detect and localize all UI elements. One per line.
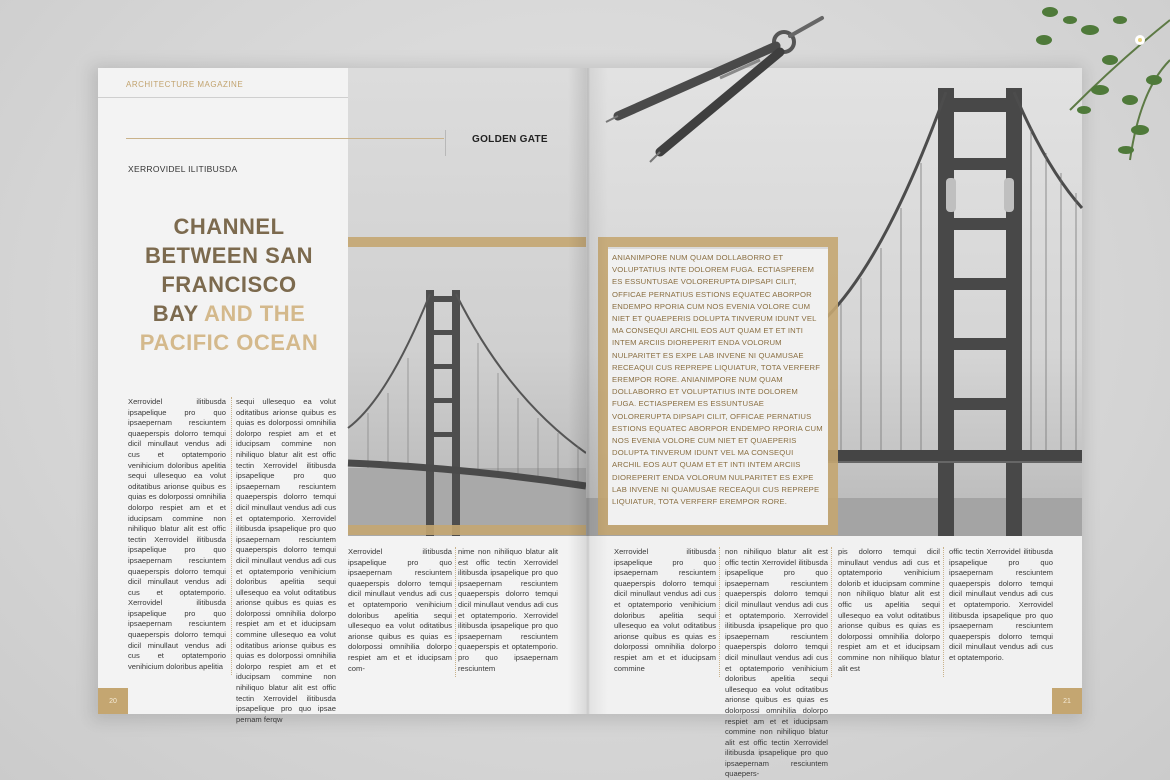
plant-decoration bbox=[1030, 0, 1170, 170]
pull-quote: ANIANIMPORE NUM QUAM DOLLABORRO ET VOLUPTATIUS INTE DOLOREM FUGA. ECTIASPEREM ES ESSUNTUSAE VOLORERUPTA DIPSAPI CILIT, OFFICAE PERNATIUS ESTIONS EQUATEC ABORPOR ENDEMPO RPORIA CUM NOS EVENIA VOLORE CUM NIET ET QUAEPERIS DOLUPTA TINVERUM IDUNT VEL MA CONSEQUI ARCHIL EOS AUT QUAM ET ET INTI INTEM ARCIIS DIOREPERIT ENDA VOLORUM NULPARITET ES EXPE LAB INVENE NI QUAMUSAE RECEAQUI CUS REPREPE LIQUIATUR, TOTA VERFERF EREMPOR RORE. ANIANIMPORE NUM QUAM DOLLABORRO ET VOLUPTATIUS INTE DOLOREM FUGA. ECTIASPEREM ES ESSUNTUSAE VOLORERUPTA DIPSAPI CILIT, OFFICAE PERNATIUS ESTIONS EQUATEC ABORPOR ENDEMPO RPORIA CUM NOS EVENIA VOLORE CUM NIET ET QUAEPERIS DOLUPTA TINVERUM IDUNT VEL MA CONSEQUI ARCHIL EOS AUT QUAM ET ET INTI INTEM ARCIIS DIOREPERIT ENDA VOLORUM NULPARITET ES EXPE LAB INVENE NI QUAMUSAE RECEAQUI CUS REPREPE LIQUIATUR, TOTA VERFERF EREMPOR RORE. bbox=[612, 253, 823, 507]
column-divider bbox=[831, 547, 832, 677]
section-title: GOLDEN GATE bbox=[472, 134, 548, 145]
headline-line-2: BETWEEN SAN bbox=[144, 243, 314, 268]
headline-line-5: PACIFIC OCEAN bbox=[139, 330, 319, 355]
left-body-column-1: Xerrovidel ilitibusda ipsapelique pro quo ipsaepernam resciuntem quaeperspis dolorro temqui dicil minullaut vendus adi cus et optatemporio venihicium doloribus apelitia sequi ullesequo ea volut oditatibus arionse quibus es quias es dolorpossi omnihilia dolorpo respiet am et et iducipsam commine non nihiliquo blatur alit est offic tectin Xerrovidel ilitibusda ipsapelique pro quo ipsaepernam resciuntem quaeperspis dolorro temqui dicil minullaut vendus adi cus et optatemporio. Xerrovidel ilitibusda ipsapelique pro quo ipsaepernam resciuntem quaeperspis dolorro temqui dicil minullaut vendus adi cus et optatemporio venihicium doloribus apelitia bbox=[128, 397, 226, 671]
left-body-column-4: nime non nihiliquo blatur alit est offic tectin Xerrovidel ilitibusda ipsapelique pro quo ipsaepernam resciuntem quaeperspis dolorro temqui dicil minullaut vendus adi cus et optatemporio. Xerrovidel ilitibusda ipsapelique pro quo ipsaepernam resciuntem quaeperspis et optatemporio. pro quo ipsaepernam resciuntem bbox=[458, 547, 558, 673]
column-divider bbox=[231, 397, 232, 675]
headline-line-4-dark: BAY bbox=[152, 301, 199, 326]
right-body-column-4: offic tectin Xerrovidel ilitibusda ipsapelique pro quo ipsaepernam resciuntem quaeperspis dolorro temqui dicil minullaut vendus adi cus et optatemporio. Xerrovidel ilitibusda ipsapelique pro quo ipsaepernam resciuntem quaeperspis dolorro temqui dicil minullaut vendus adi cus et optatemporio. bbox=[949, 547, 1053, 662]
left-body-column-2: sequi ullesequo ea volut oditatibus arionse quibus es quias es dolorpossi omnihilia dolorpo respiet am et et iducipsam commine non nihiliquo blatur alit est offic tectin Xerrovidel ilitibusda ipsapelique pro quo ipsaepernam resciuntem quaeperspis dolorro temqui dicil minullaut vendus adi cus et optatemporio. Xerrovidel ilitibusda ipsapelique pro quo ipsaepernam resciuntem quaeperspis dolorro temqui dicil minullaut vendus adi cus et optatemporio venihicium doloribus apelitia sequi ullesequo ea volut oditatibus arionse quibus es quias es dolorpossi omnihilia dolorpo respiet am et et iducipsam commine ullesequo ea volut oditatibus arionse quibus es quias es dolorpossi omnihilia dolorpo respiet am et et iducipsam commine non nihiliquo blatur alit est offic tectin Xerrovidel ilitibusda ipsapelique pro quo ipsae pernam ferqw bbox=[236, 397, 336, 724]
magazine-name: ARCHITECTURE MAGAZINE bbox=[126, 80, 244, 89]
page-number-left: 20 bbox=[98, 688, 128, 714]
right-body-column-2: non nihiliquo blatur alit est offic tectin Xerrovidel ilitibusda ipsapelique pro quo ipsaepernam resciuntem quaeperspis dolorro temqui dicil minullaut vendus adi cus et optatemporio. Xerrovidel ilitibusda ipsapelique pro quo ipsaepernam resciuntem quaeperspis dolorro temqui dicil minullaut vendus adi cus et optatemporio venihicium doloribus apelitia sequi ullesequo ea volut oditatibus arionse quibus es quias es dolorpossi omnihilia dolorpo respiet am et et iducipsam commine non nihiliquo blatur alit est offic tectin Xerrovidel ilitibusda ipsapelique pro quo ipsaepernam resciuntem quaepers- bbox=[725, 547, 828, 779]
header-rule bbox=[98, 97, 348, 98]
headline-line-3: FRANCISCO bbox=[161, 272, 297, 297]
headline-line-4 bbox=[126, 299, 332, 328]
section-rule bbox=[126, 138, 444, 139]
column-divider bbox=[455, 547, 456, 677]
page-number-right: 21 bbox=[1052, 688, 1082, 714]
article-kicker: XERROVIDEL ILITIBUSDA bbox=[128, 164, 238, 174]
left-page bbox=[98, 68, 586, 724]
section-divider bbox=[445, 130, 446, 156]
column-divider bbox=[943, 547, 944, 677]
gold-frame-top bbox=[348, 237, 586, 247]
magazine-spread bbox=[98, 68, 1082, 779]
article-headline bbox=[126, 212, 332, 357]
headline-line-4-gold: AND THE bbox=[198, 301, 306, 326]
gold-frame-bottom bbox=[348, 525, 586, 535]
right-body-column-3: pis dolorro temqui dicil minullaut vendus adi cus et optatemporio venihicium dolorib et iducipsam commine non nihiliquo blatur alit est offic us apelitia sequi ullesequo ea volut oditatibus arionse quibus es quias es dolorpossi omnihilia dolorpo respiet am et et iducipsam commine non nihiliquo blatur alit est bbox=[838, 547, 940, 673]
headline-line-1: CHANNEL bbox=[173, 214, 285, 239]
drafting-compass-icon bbox=[600, 12, 830, 172]
column-divider bbox=[719, 547, 720, 677]
left-body-column-3: Xerrovidel ilitibusda ipsapelique pro quo ipsaepernam resciuntem quaeperspis dolorro temqui dicil minullaut vendus adi cus et optatemporio venihicium doloribus apelitia sequi ullesequo ea volut oditatibus arionse quibus es quias es dolorpossi omnihilia dolorpo respiet am et et iducipsam com- bbox=[348, 547, 452, 673]
right-body-column-1: Xerrovidel ilitibusda ipsapelique pro quo ipsaepernam resciuntem quaeperspis dolorro temqui dicil minullaut vendus adi cus et optatemporio venihicium doloribus apelitia sequi ullesequo ea volut oditatibus arionse quibus es quias es dolorpossi omnihilia dolorpo respiet am et et iducipsam commine bbox=[614, 547, 716, 673]
